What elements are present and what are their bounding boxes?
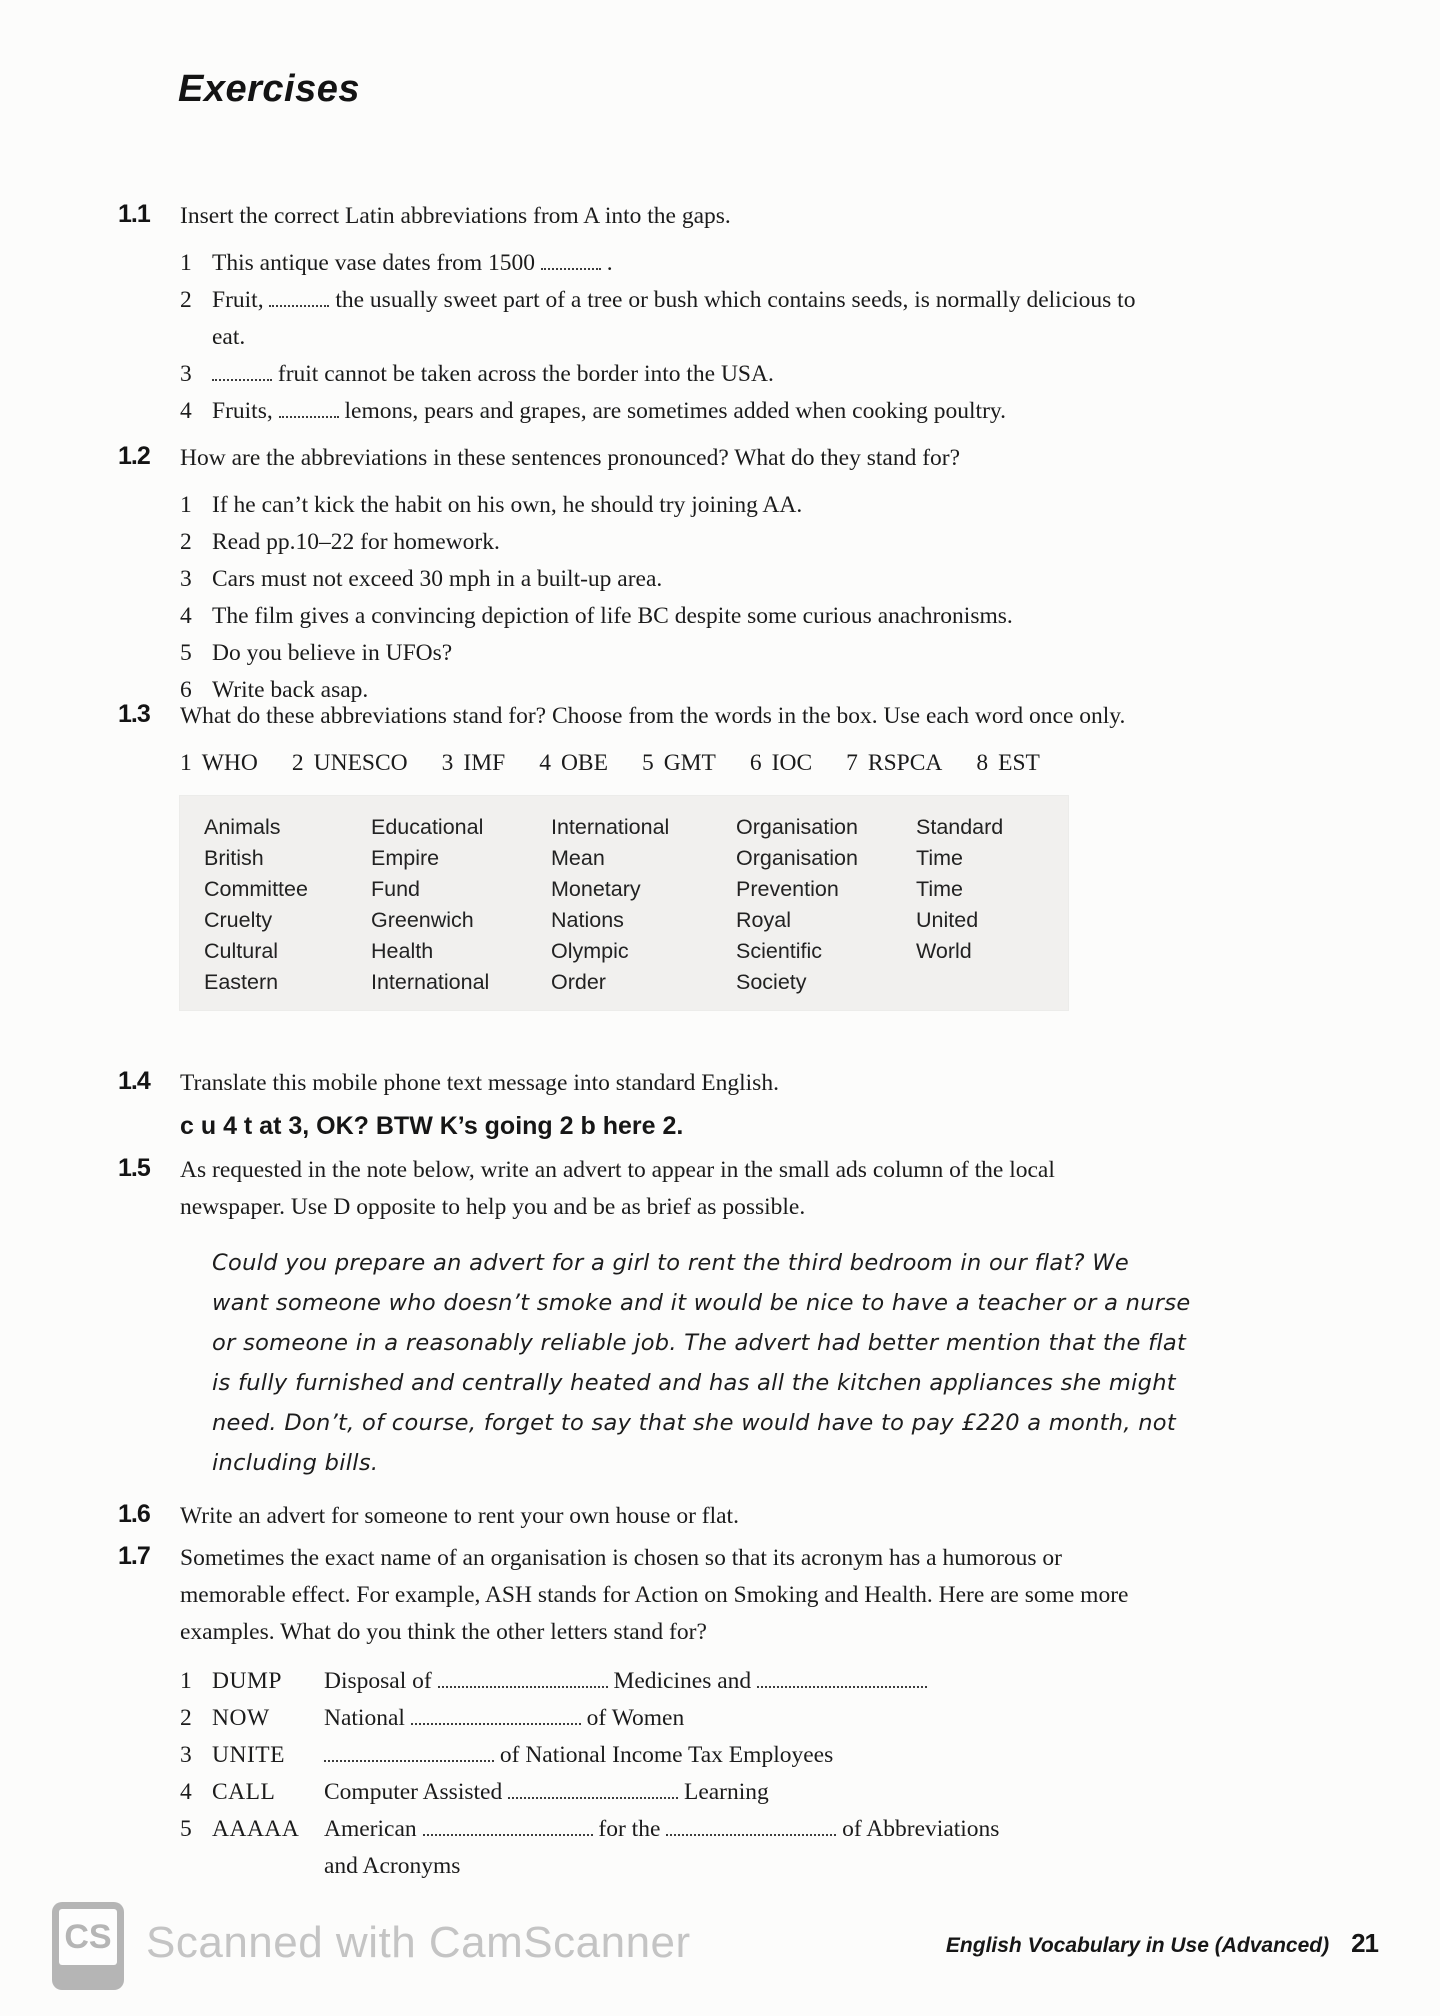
abbreviation-item [976, 745, 1040, 782]
acronym-definition: of National Income Tax Employees [324, 1737, 1155, 1774]
item-number: 3 [180, 361, 192, 387]
spacer [180, 1848, 212, 1885]
word-box-word: Order [551, 970, 606, 994]
item-number: 3 [180, 566, 192, 592]
page-number: 21 [1351, 1928, 1378, 1958]
exercise-item [180, 282, 1155, 356]
word-box-word: Prevention [736, 877, 839, 901]
word-box [180, 796, 1068, 1010]
word-box-column [916, 812, 1056, 998]
handwritten-note [212, 1243, 1191, 1483]
word-box-word: Scientific [736, 939, 823, 963]
acronym-row-number: 4 [180, 1779, 192, 1805]
blank-gap [666, 1819, 836, 1836]
word-box-word: Standard [916, 815, 1004, 839]
blank-gap [411, 1708, 581, 1725]
acronym-definition: National of Women [324, 1705, 685, 1731]
item-number: 5 [180, 640, 192, 666]
camscanner-watermark [52, 1902, 691, 1990]
abbreviation-item [442, 745, 506, 782]
exercise-item [180, 561, 1155, 598]
word-box-word: Animals [204, 815, 281, 839]
word-box-column [551, 812, 736, 998]
acronym-row [180, 1811, 1155, 1848]
acronym-label: CALL [212, 1779, 276, 1805]
item-text: Read pp.10–22 for homework. [212, 529, 500, 555]
word-box-word: Educational [371, 815, 484, 839]
note-line: including bills. [212, 1450, 379, 1476]
exercise-number: 1.4 [118, 1067, 150, 1095]
item-text: This antique vase dates from 1500 . [212, 250, 613, 276]
item-text: Fruits, lemons, pears and grapes, are sometimes added when cooking poultry. [212, 398, 1006, 424]
blank-gap [269, 290, 329, 307]
word-box-word: World [916, 939, 972, 963]
word-box-word: Time [916, 846, 963, 870]
exercise-prompt: Sometimes the exact name of an organisation is chosen so that its acronym has a humorous or memorable effect. For example, ASH stands for Action on Smoking and Health. Here are some more examples. What do you think the other letters stand for? [180, 1545, 1129, 1645]
exercise-item [180, 598, 1155, 635]
word-box-word: Olympic [551, 939, 629, 963]
acronym-definition: Computer Assisted Learning [324, 1779, 769, 1805]
word-box-word: Cultural [204, 939, 279, 963]
item-number: 6 [180, 677, 192, 703]
blank-gap [423, 1819, 593, 1836]
exercise-item [180, 635, 1155, 672]
exercise-item [180, 524, 1155, 561]
abbreviation-label: OBE [560, 750, 608, 776]
exercise-prompt: How are the abbreviations in these sentences pronounced? What do they stand for? [180, 445, 961, 471]
item-text: fruit cannot be taken across the border into the USA. [212, 356, 1155, 393]
word-box-word: Cruelty [204, 908, 273, 932]
abbreviation-number: 3 [441, 750, 454, 776]
word-box-word: Health [371, 939, 434, 963]
exercise-prompt: What do these abbreviations stand for? Choose from the words in the box. Use each word once only. [180, 703, 1126, 729]
blank-gap [279, 401, 339, 418]
abbreviation-label: IMF [463, 750, 506, 776]
item-number: 4 [180, 398, 192, 424]
abbreviation-number: 8 [976, 750, 989, 776]
exercise-item-list [180, 487, 1155, 709]
item-number: 2 [180, 287, 192, 313]
item-number: 2 [180, 529, 192, 555]
exercise-prompt: Insert the correct Latin abbreviations from A into the gaps. [180, 203, 731, 229]
word-box-word: Nations [551, 908, 624, 932]
word-box-word: Time [916, 877, 963, 901]
exercise-number: 1.2 [118, 442, 150, 470]
abbreviation-number: 6 [749, 750, 762, 776]
item-text: Write back asap. [212, 677, 369, 703]
abbreviation-label: RSPCA [867, 750, 943, 776]
note-line: or someone in a reasonably reliable job. The advert had better mention that the flat [212, 1330, 1187, 1356]
exercise-number: 1.5 [118, 1154, 150, 1182]
word-box-word: Eastern [204, 970, 279, 994]
abbreviation-label: EST [998, 750, 1040, 776]
word-box-word: Committee [204, 877, 308, 901]
abbreviation-item [846, 745, 942, 782]
exercise-1-5 [0, 1152, 1440, 1236]
note-line: Could you prepare an advert for a girl to rent the third bedroom in our flat? We [212, 1250, 1129, 1276]
word-box-word: United [916, 908, 979, 932]
acronym-row-number: 1 [180, 1668, 192, 1694]
acronym-label: AAAAA [212, 1816, 300, 1842]
exercise-number: 1.1 [118, 200, 150, 228]
blank-gap [541, 253, 601, 270]
item-text: If he can’t kick the habit on his own, he should try joining AA. [212, 492, 803, 518]
acronym-row-number: 3 [180, 1742, 192, 1768]
acronym-label: UNITE [212, 1742, 285, 1768]
abbreviation-item [642, 745, 716, 782]
word-box-word: Royal [736, 908, 791, 932]
abbreviation-number: 7 [846, 750, 858, 776]
abbreviation-label: UNESCO [313, 750, 408, 776]
exercise-prompt: Translate this mobile phone text message into standard English. [180, 1070, 779, 1096]
acronym-row [180, 1774, 1155, 1811]
acronym-label: NOW [212, 1705, 270, 1731]
book-footer [946, 1928, 1378, 1959]
abbreviation-label: GMT [663, 750, 716, 776]
acronym-row-continuation [180, 1848, 1155, 1885]
exercise-1-1 [0, 198, 1440, 430]
exercise-item [180, 356, 1155, 393]
item-number: 1 [180, 250, 192, 276]
word-box-column [204, 812, 371, 998]
note-line: want someone who doesn’t smoke and it would be nice to have a teacher or a nurse [212, 1290, 1191, 1316]
acronym-row [180, 1700, 1155, 1737]
blank-gap [438, 1671, 608, 1688]
item-number: 1 [180, 492, 192, 518]
blank-gap [212, 364, 272, 381]
watermark-text: Scanned with CamScanner [146, 1918, 691, 1967]
item-text: The film gives a convincing depiction of life BC despite some curious anachronisms. [212, 603, 1013, 629]
exercise-1-4 [0, 1065, 1440, 1145]
acronym-row-number: 2 [180, 1705, 192, 1731]
word-box-word: Monetary [551, 877, 641, 901]
word-box-word: International [551, 815, 670, 839]
exercise-prompt: As requested in the note below, write an advert to appear in the small ads column of the local newspaper. Use D opposite to help you and be as brief as possible. [180, 1157, 1055, 1220]
word-box-word: Organisation [736, 815, 858, 839]
exercise-item [180, 487, 1155, 524]
exercise-1-6 [0, 1498, 1440, 1535]
note-line: need. Don’t, of course, forget to say that she would have to pay £220 a month, not [212, 1410, 1176, 1436]
exercise-item [180, 245, 1155, 282]
abbreviation-item [180, 745, 258, 782]
item-number: 4 [180, 603, 192, 629]
exercise-item [180, 393, 1155, 430]
blank-gap [757, 1671, 927, 1688]
acronym-table [180, 1663, 1155, 1885]
exercise-1-3 [0, 698, 1440, 1010]
exercise-number: 1.7 [118, 1542, 150, 1570]
camscanner-logo-icon [52, 1902, 124, 1990]
abbreviation-label: WHO [201, 750, 258, 776]
word-box-word: International [371, 970, 490, 994]
word-box-word: Organisation [736, 846, 858, 870]
exercise-prompt: Write an advert for someone to rent your own house or flat. [180, 1503, 739, 1529]
abbreviation-item [292, 745, 408, 782]
abbreviation-item [539, 745, 608, 782]
word-box-word: British [204, 846, 264, 870]
abbreviation-list [180, 745, 1155, 782]
abbreviation-number: 4 [539, 750, 551, 776]
spacer [212, 1848, 324, 1885]
exercise-1-7 [0, 1540, 1440, 1885]
word-box-column [371, 812, 551, 998]
exercise-number: 1.3 [118, 700, 150, 728]
note-line: is fully furnished and centrally heated and has all the kitchen appliances she might [212, 1370, 1176, 1396]
camscanner-logo-letters: CS [59, 1909, 117, 1965]
blank-gap [324, 1745, 494, 1762]
abbreviation-item [750, 745, 812, 782]
sms-message: c u 4 t at 3, OK? BTW K’s going 2 b here 2. [180, 1112, 684, 1140]
exercise-item-list [180, 245, 1155, 430]
item-text: Cars must not exceed 30 mph in a built-up area. [212, 566, 663, 592]
acronym-definition: Disposal of Medicines and [324, 1663, 1155, 1700]
acronym-row [180, 1663, 1155, 1700]
abbreviation-number: 1 [180, 750, 192, 776]
item-text: Fruit, the usually sweet part of a tree or bush which contains seeds, is normally delicious to eat. [212, 287, 1136, 350]
abbreviation-label: IOC [771, 750, 813, 776]
acronym-definition: and Acronyms [324, 1853, 461, 1879]
word-box-column [736, 812, 916, 998]
word-box-word: Empire [371, 846, 440, 870]
exercise-number: 1.6 [118, 1500, 150, 1528]
abbreviation-number: 5 [641, 750, 654, 776]
page-title: Exercises [178, 68, 360, 110]
word-box-word: Greenwich [371, 908, 474, 932]
acronym-row [180, 1737, 1155, 1774]
blank-gap [508, 1782, 678, 1799]
abbreviation-number: 2 [291, 750, 304, 776]
acronym-row-number: 5 [180, 1816, 192, 1842]
word-box-word: Fund [371, 877, 421, 901]
exercise-1-2 [0, 440, 1440, 709]
book-title: English Vocabulary in Use (Advanced) [945, 1934, 1330, 1957]
word-box-word: Society [736, 970, 807, 994]
item-text: Do you believe in UFOs? [212, 640, 453, 666]
acronym-definition: American for the of Abbreviations [324, 1816, 1000, 1842]
acronym-label: DUMP [212, 1668, 282, 1694]
word-box-word: Mean [551, 846, 605, 870]
